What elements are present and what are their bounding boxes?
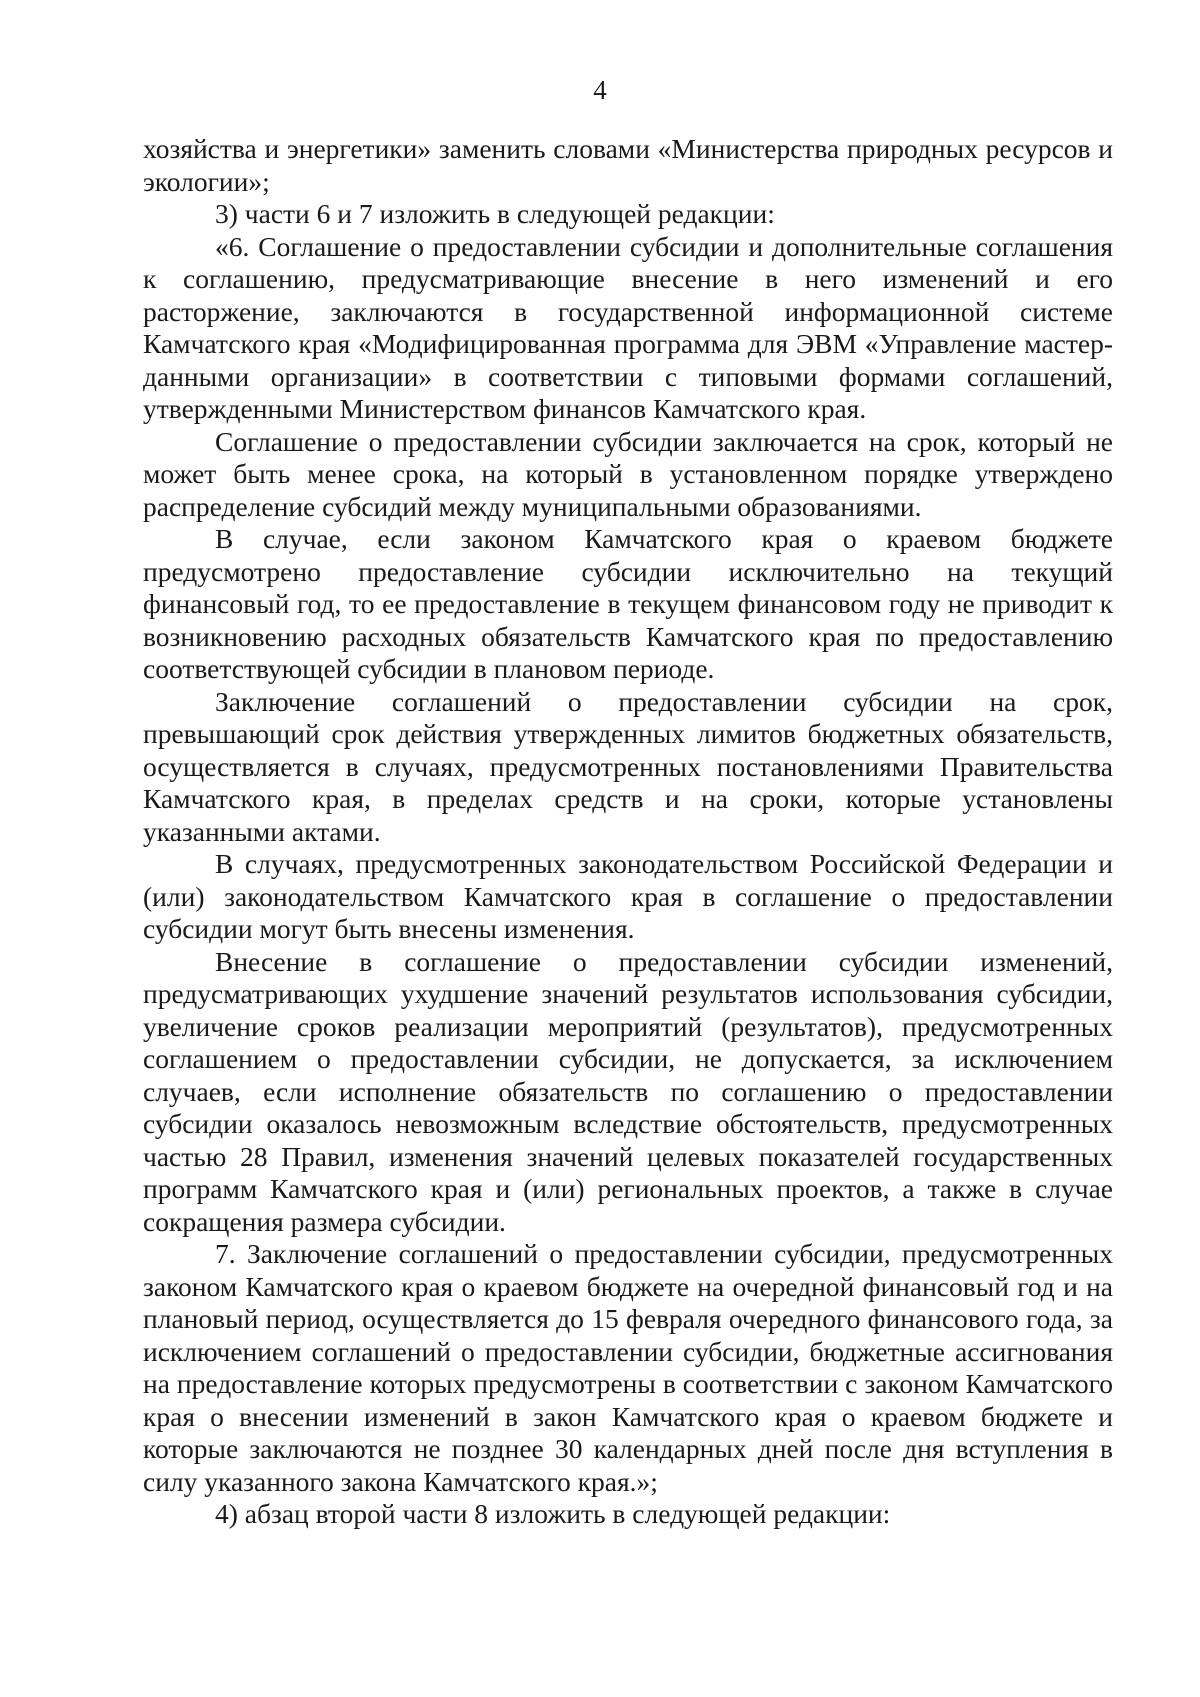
paragraph: В случае, если законом Камчатского края о краевом бюджете предусмотрено предоставление субсидии исключительно на текущий финансовый год, то ее предоставление в текущем финансовом году не приводит к возникновению расходных обязательств Камчатского края по предоставлению соответствующей субсидии в плановом периоде. <box>143 523 1113 684</box>
paragraph: 3) части 6 и 7 изложить в следующей редакции: <box>215 198 775 229</box>
page-number: 4 <box>593 75 607 105</box>
document-body <box>143 133 1113 1531</box>
paragraph: Внесение в соглашение о предоставлении субсидии изменений, предусматривающих ухудшение значений результатов использования субсидии, увеличение сроков реализации мероприятий (результатов), предусмотренных соглашением о предоставлении субсидии, не допускается, за исключением случаев, если исполнение обязательств по соглашению о предоставлении субсидии оказалось невозможным вследствие обстоятельств, предусмотренных частью 28 Правил, изменения значений целевых показателей государственных программ Камчатского края и (или) региональных проектов, а также в случае сокращения размера субсидии. <box>143 945 1113 1237</box>
paragraph: «6. Соглашение о предоставлении субсидии и дополнительные соглашения к соглашению, предусматривающие внесение в него изменений и его расторжение, заключаются в государственной информационной системе Камчатского края «Модифицированная программа для ЭВМ «Управление мастер-данными организации» в соответствии с типовыми формами соглашений, утвержденными Министерством финансов Камчатского края. <box>143 230 1113 424</box>
paragraph: хозяйства и энергетики» заменить словами «Министерства природных ресурсов и экологии»; <box>143 133 1113 197</box>
paragraph: Заключение соглашений о предоставлении субсидии на срок, превышающий срок действия утвержденных лимитов бюджетных обязательств, осуществляется в случаях, предусмотренных постановлениями Правительства Камчатского края, в пределах средств и на сроки, которые установлены указанными актами. <box>143 685 1113 847</box>
paragraph: 7. Заключение соглашений о предоставлении субсидии, предусмотренных законом Камчатского края о краевом бюджете на очередной финансовый год и на плановый период, осуществляется до 15 февраля очередного финансового года, за исключением соглашений о предоставлении субсидии, бюджетные ассигнования на предоставление которых предусмотрены в соответствии с законом Камчатского края о внесении изменений в закон Камчатского края о краевом бюджете и которые заключаются не позднее 30 календарных дней после дня вступления в силу указанного закона Камчатского края.»; <box>143 1238 1113 1497</box>
paragraph: Соглашение о предоставлении субсидии заключается на срок, который не может быть менее срока, на который в установленном порядке утверждено распределение субсидий между муниципальными образованиями. <box>143 425 1113 522</box>
paragraph: В случаях, предусмотренных законодательством Российской Федерации и (или) законодательством Камчатского края в соглашение о предоставлении субсидии могут быть внесены изменения. <box>143 848 1113 944</box>
paragraph: 4) абзац второй части 8 изложить в следующей редакции: <box>215 1498 891 1529</box>
